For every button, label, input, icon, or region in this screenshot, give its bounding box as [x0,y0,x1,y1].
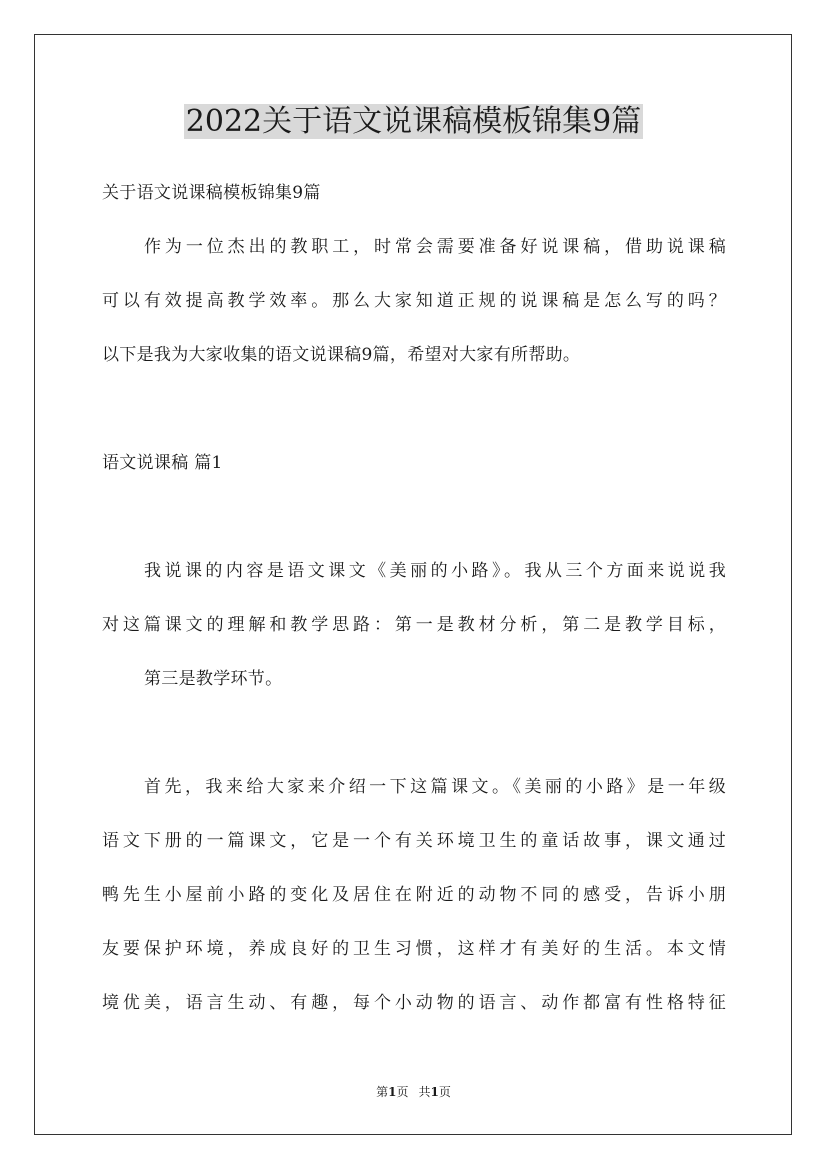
intro-line-1: 作为一位杰出的教职工，时常会需要准备好说课稿，借助说课稿 [144,237,726,257]
intro-line-2: 可以有效提高教学效率。那么大家知道正规的说课稿是怎么写的吗？ [102,291,726,311]
page-footer [0,1083,827,1101]
paragraph-1-line-3: 第三是教学环节。 [144,669,283,689]
paragraph-2-line-3: 鸭先生小屋前小路的变化及居住在附近的动物不同的感受，告诉小朋 [102,885,726,905]
footer-total-number: 1 [430,1085,439,1099]
document-subtitle: 关于语文说课稿模板锦集9篇 [102,183,321,203]
section-heading: 语文说课稿 篇1 [102,453,223,473]
intro-line-3: 以下是我为大家收集的语文说课稿9篇，希望对大家有所帮助。 [102,345,581,365]
paragraph-2-line-2: 语文下册的一篇课文，它是一个有关环境卫生的童话故事，课文通过 [102,831,726,851]
paragraph-2-line-1: 首先，我来给大家来介绍一下这篇课文。《美丽的小路》是一年级 [144,777,726,797]
footer-total-prefix: 共 [418,1085,431,1099]
paragraph-1-line-1: 我说课的内容是语文课文《美丽的小路》。我从三个方面来说说我 [144,561,726,581]
paragraph-2-line-5: 境优美，语言生动、有趣，每个小动物的语言、动作都富有性格特征 [102,993,726,1013]
footer-total-suffix: 页 [438,1085,451,1099]
footer-page-prefix: 第 [376,1085,389,1099]
document-title [0,100,827,144]
footer-page-suffix: 页 [396,1085,409,1099]
paragraph-2-line-4: 友要保护环境，养成良好的卫生习惯，这样才有美好的生活。本文情 [102,939,726,959]
footer-page-number: 1 [388,1085,397,1099]
document-title-text: 2022关于语文说课稿模板锦集9篇 [185,104,642,139]
paragraph-1-line-2: 对这篇课文的理解和教学思路：第一是教材分析，第二是教学目标， [102,615,726,635]
